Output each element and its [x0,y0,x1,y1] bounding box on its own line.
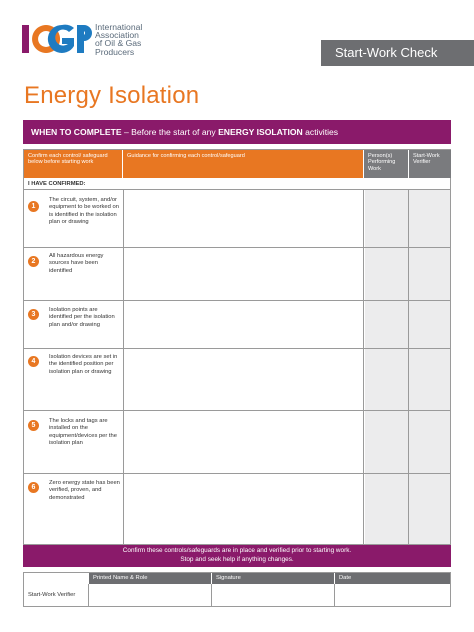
confirm-line-2: Stop and seek help if anything changes. [180,555,294,563]
checklist-table [23,149,451,545]
step-number-badge: 6 [28,482,39,493]
when-tail: activities [302,127,339,137]
logo-line-1: International [95,22,143,32]
iogp-logo [22,23,182,55]
sig-header-blank [24,573,88,584]
sig-header-date: Date [334,573,450,584]
header-start-work-verifier: Start-Work Verifier [408,150,451,178]
when-emph: ENERGY ISOLATION [218,127,303,137]
signature-field[interactable] [211,584,334,606]
logo-line-3: of Oil & Gas [95,38,142,49]
row-control-text: Isolation devices are set in the identified position per isolation plan or drawing [49,354,118,375]
page-title: Energy Isolation [24,82,200,109]
table-row [24,190,450,248]
header-persons-performing: Person(s) Performing Work [363,150,408,178]
logo-text [95,23,185,56]
sig-header-name: Printed Name & Role [88,573,211,584]
step-number-badge: 2 [28,256,39,267]
confirm-line-1: Confirm these controls/safeguards are in place and verified prior to starting work. [122,547,352,554]
header-confirm-control: Confirm each control/ safeguard below before starting work [24,150,123,178]
table-row [24,248,450,301]
step-number-badge: 1 [28,201,39,212]
header-guidance: Guidance for confirming each control/safeguard [123,150,363,178]
table-row [24,474,450,545]
when-text: – Before the start of any [121,127,219,137]
sig-header-signature: Signature [211,573,334,584]
table-row [24,349,450,411]
logo-line-4: Producers [95,46,135,57]
confirm-controls-bar [23,545,451,567]
when-label: WHEN TO COMPLETE [31,127,122,137]
row-control-text: Zero energy state has been verified, proven, and demonstrated [49,480,120,501]
when-to-complete-bar [23,120,451,144]
table-row [24,411,450,474]
row-control-text: All hazardous energy sources have been identified [49,253,104,274]
row-control-text: Isolation points are identified per the isolation plan and/or drawing [49,307,115,328]
row-control-text: The circuit, system, and/or equipment to be worked on is identified in the isolation plan or drawing [49,197,119,226]
step-number-badge: 5 [28,420,39,431]
start-work-check-banner: Start-Work Check [321,40,474,66]
iogp-logo-mark-icon [22,23,92,55]
row-control-text: The locks and tags are installed on the equipment/devices per the isolation plan [49,418,117,447]
i-have-confirmed-label: I HAVE CONFIRMED: [24,178,450,190]
step-number-badge: 3 [28,309,39,320]
date-field[interactable] [334,584,450,606]
step-number-badge: 4 [28,356,39,367]
logo-line-2: Association [95,30,139,41]
signature-table [23,572,451,607]
printed-name-field[interactable] [88,584,211,606]
table-row [24,301,450,349]
sig-row-label: Start-Work Verifier [28,592,76,598]
